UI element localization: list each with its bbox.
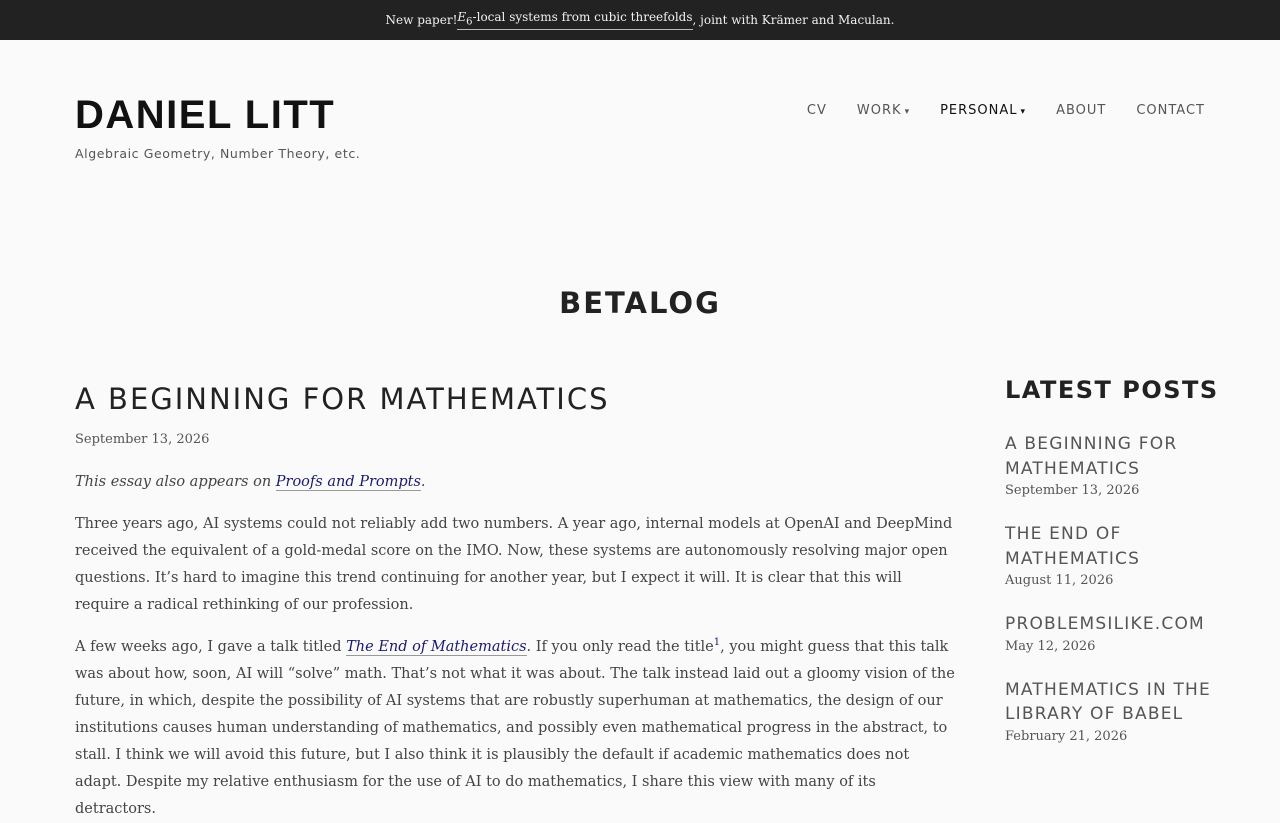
list-item <box>1005 612 1235 654</box>
post-paragraph-1: Three years ago, AI systems could not reliably add two numbers. A year ago, internal models at OpenAI and DeepMind received the equivalent of a gold-medal score on the IMO. Now, these systems are autonomously resolving major open questions. It’s hard to imagine this trend continuing for another year, but I expect it will. It is clear that this will require a radical rethinking of our profession. <box>75 516 953 613</box>
site-title[interactable]: DANIEL LITT <box>75 93 336 137</box>
announcement-bar <box>0 0 1280 40</box>
nav-item-personal[interactable] <box>940 103 1026 118</box>
list-item <box>1005 522 1235 588</box>
end-of-mathematics-link[interactable]: The End of Mathematics <box>346 639 527 655</box>
announcement-paper-link[interactable] <box>457 10 692 29</box>
sidebar-post-link[interactable]: PROBLEMSILIKE.COM <box>1005 614 1205 634</box>
nav-label: CV <box>806 103 827 118</box>
intro-prefix: This essay also appears on <box>75 474 276 490</box>
sidebar-post-date: February 21, 2026 <box>1005 728 1128 744</box>
math-subscript: 6 <box>466 16 473 28</box>
site-description: Algebraic Geometry, Number Theory, etc. <box>75 146 361 161</box>
p2-prefix: A few weeks ago, I gave a talk titled <box>75 639 347 655</box>
sidebar-post-date: May 12, 2026 <box>1005 638 1096 654</box>
list-item <box>1005 678 1235 744</box>
sidebar-post-date: September 13, 2026 <box>1005 483 1140 498</box>
footnote-link[interactable]: 1 <box>713 637 721 649</box>
post-paragraph-2 <box>75 634 957 823</box>
sidebar-post-date: August 11, 2026 <box>1005 573 1114 588</box>
sidebar-post-link[interactable]: THE END OF MATHEMATICS <box>1005 524 1141 569</box>
nav-item-cv[interactable] <box>807 103 827 118</box>
main-nav <box>807 103 1205 118</box>
math-symbol: E <box>457 10 467 25</box>
page-title: BETALOG <box>559 286 721 320</box>
nav-item-work[interactable] <box>857 103 910 118</box>
chevron-down-icon: ▾ <box>1020 107 1027 117</box>
sidebar-post-link[interactable]: A BEGINNING FOR MATHEMATICS <box>1005 434 1178 479</box>
post-title: A BEGINNING FOR MATHEMATICS <box>75 382 610 416</box>
nav-item-about[interactable] <box>1056 103 1106 118</box>
latest-posts-list <box>1005 432 1235 744</box>
sidebar-post-link[interactable]: MATHEMATICS IN THE LIBRARY OF BABEL <box>1005 679 1211 724</box>
latest-posts-heading: LATEST POSTS <box>1005 376 1219 404</box>
announcement-link-text: -local systems from cubic threefolds <box>472 10 693 25</box>
chevron-down-icon: ▾ <box>904 107 911 117</box>
nav-label: CONTACT <box>1136 103 1205 118</box>
p2-rest: , you might guess that this talk was about how, soon, AI will “solve” math. That’s not what it was about. The talk instead laid out a gloomy vision of the future, in which, despite the possibility of AI systems that are robustly superhuman at mathematics, the design of our institutions causes human understanding of mathematics, and possibly even mathematical progress in the abstract, to stall. I think we will avoid this future, but I also think it is plausibly the default if academic mathematics does not adapt. Despite my relative enthusiasm for the use of AI to do mathematics, I share this view with many of its detractors. <box>75 639 955 817</box>
sidebar <box>1005 374 1235 768</box>
list-item <box>1005 432 1235 498</box>
announcement-prefix: New paper! <box>385 13 458 27</box>
intro-suffix: . <box>420 474 426 490</box>
nav-label: WORK <box>856 103 902 118</box>
p2-mid: . If you only read the title <box>526 639 714 655</box>
proofs-and-prompts-link[interactable]: Proofs and Prompts <box>275 474 421 490</box>
post-date: September 13, 2026 <box>75 432 210 447</box>
post-intro <box>75 469 957 496</box>
announcement-suffix: , joint with Krämer and Maculan. <box>692 13 895 27</box>
nav-item-contact[interactable] <box>1136 103 1205 118</box>
nav-label: PERSONAL <box>940 103 1018 118</box>
post-article <box>75 380 957 823</box>
nav-label: ABOUT <box>1056 103 1107 118</box>
